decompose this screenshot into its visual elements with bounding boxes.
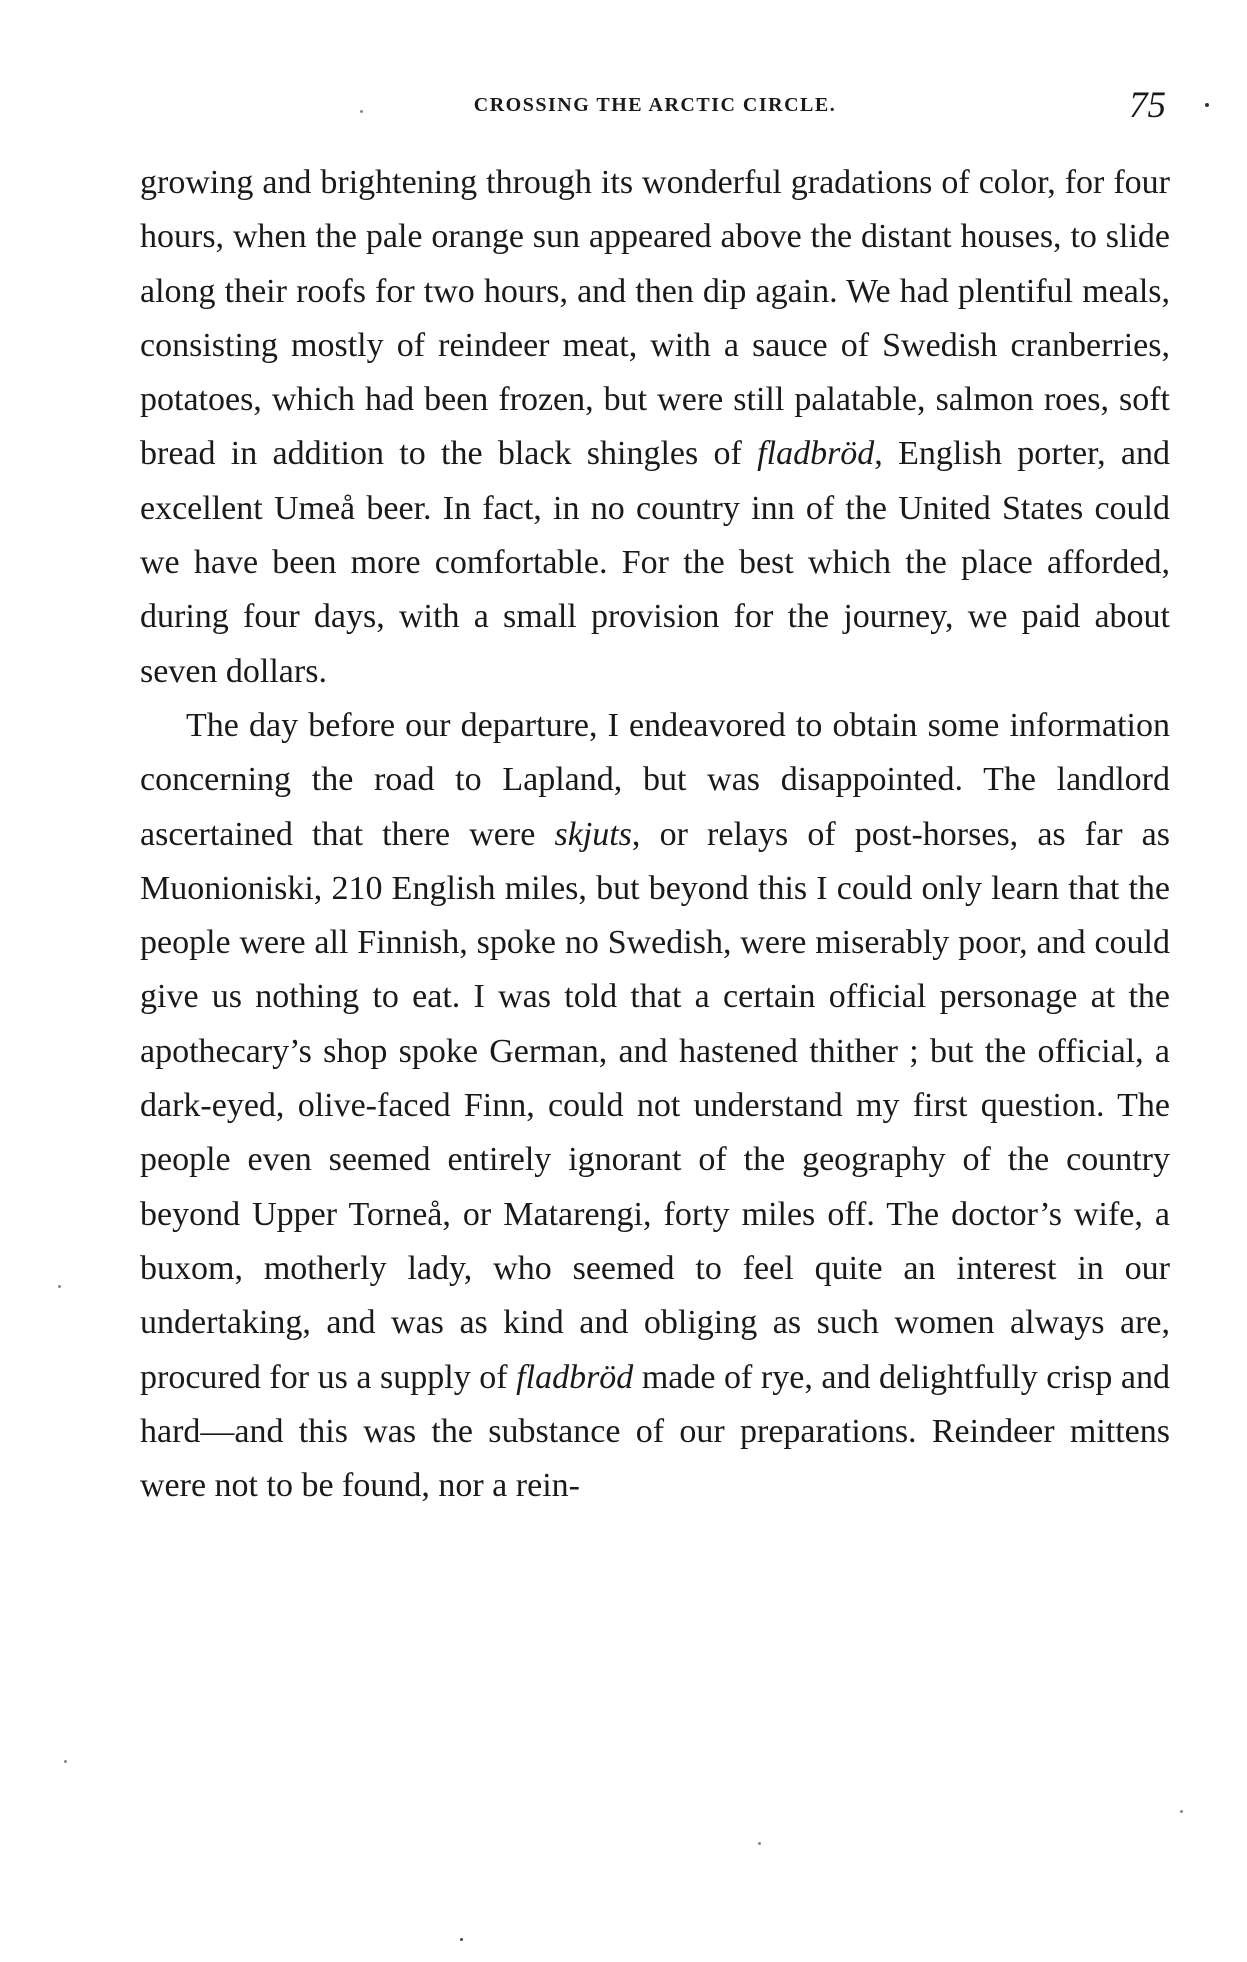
paragraph [140,156,1170,699]
italic-word: fladbröd [757,435,875,473]
page-number: 75 [1129,85,1166,126]
scan-speck [58,1285,61,1288]
scan-speck [758,1842,761,1845]
scan-speck [360,110,363,113]
text-run: The day before our departure, I endeavored to obtain some information concerning the road to Lapland, but was disappointed. The landlord ascertained that there were [140,706,1170,853]
paragraph [140,699,1170,1513]
body-text [140,156,1170,1513]
scan-speck [64,1760,67,1763]
running-head [140,85,1170,128]
scan-speck [1205,103,1209,107]
text-run: , or relays of post-horses, as far as Muonioniski, 210 English miles, but beyond this I could only learn that the people were all Finnish, spoke no Swedish, were miserably poor, and could give us nothing to eat. I was told that a certain official personage at the apothecary’s shop spoke German, and hastened thither ; but the official, a dark-eyed, olive-faced Finn, could not understand my first question. The people even seemed entirely ignorant of the geography of the country beyond Upper Torneå, or Matarengi, forty miles off. The doctor’s wife, a buxom, motherly lady, who seemed to feel quite an interest in our undertaking, and was as kind and obliging as such women always are, procured for us a supply of [140,815,1170,1396]
text-run: made of rye, and delightfully crisp and hard—and this was the substance of our preparations. Reindeer mittens were not to be found, nor a rein- [140,1358,1171,1505]
scan-speck [1180,1810,1183,1813]
running-title: CROSSING THE ARCTIC CIRCLE. [473,94,837,116]
scan-speck [460,1938,463,1941]
italic-word: skjuts [554,815,632,853]
italic-word: fladbröd [516,1358,634,1396]
text-run: , English porter, and excellent Umeå beer. In fact, in no country inn of the United States could we have been more comfortable. For the best which the place afforded, during four days, with a small provision for the journey, we paid about seven dollars. [140,435,1170,690]
text-run: growing and brightening through its wonderful gradations of color, for four hours, when the pale orange sun appeared above the distant houses, to slide along their roofs for two hours, and then dip again. We had plentiful meals, consisting mostly of reindeer meat, with a sauce of Swedish cranberries, potatoes, which had been frozen, but were still palatable, salmon roes, soft bread in addition to the black shingles of [140,164,1170,473]
